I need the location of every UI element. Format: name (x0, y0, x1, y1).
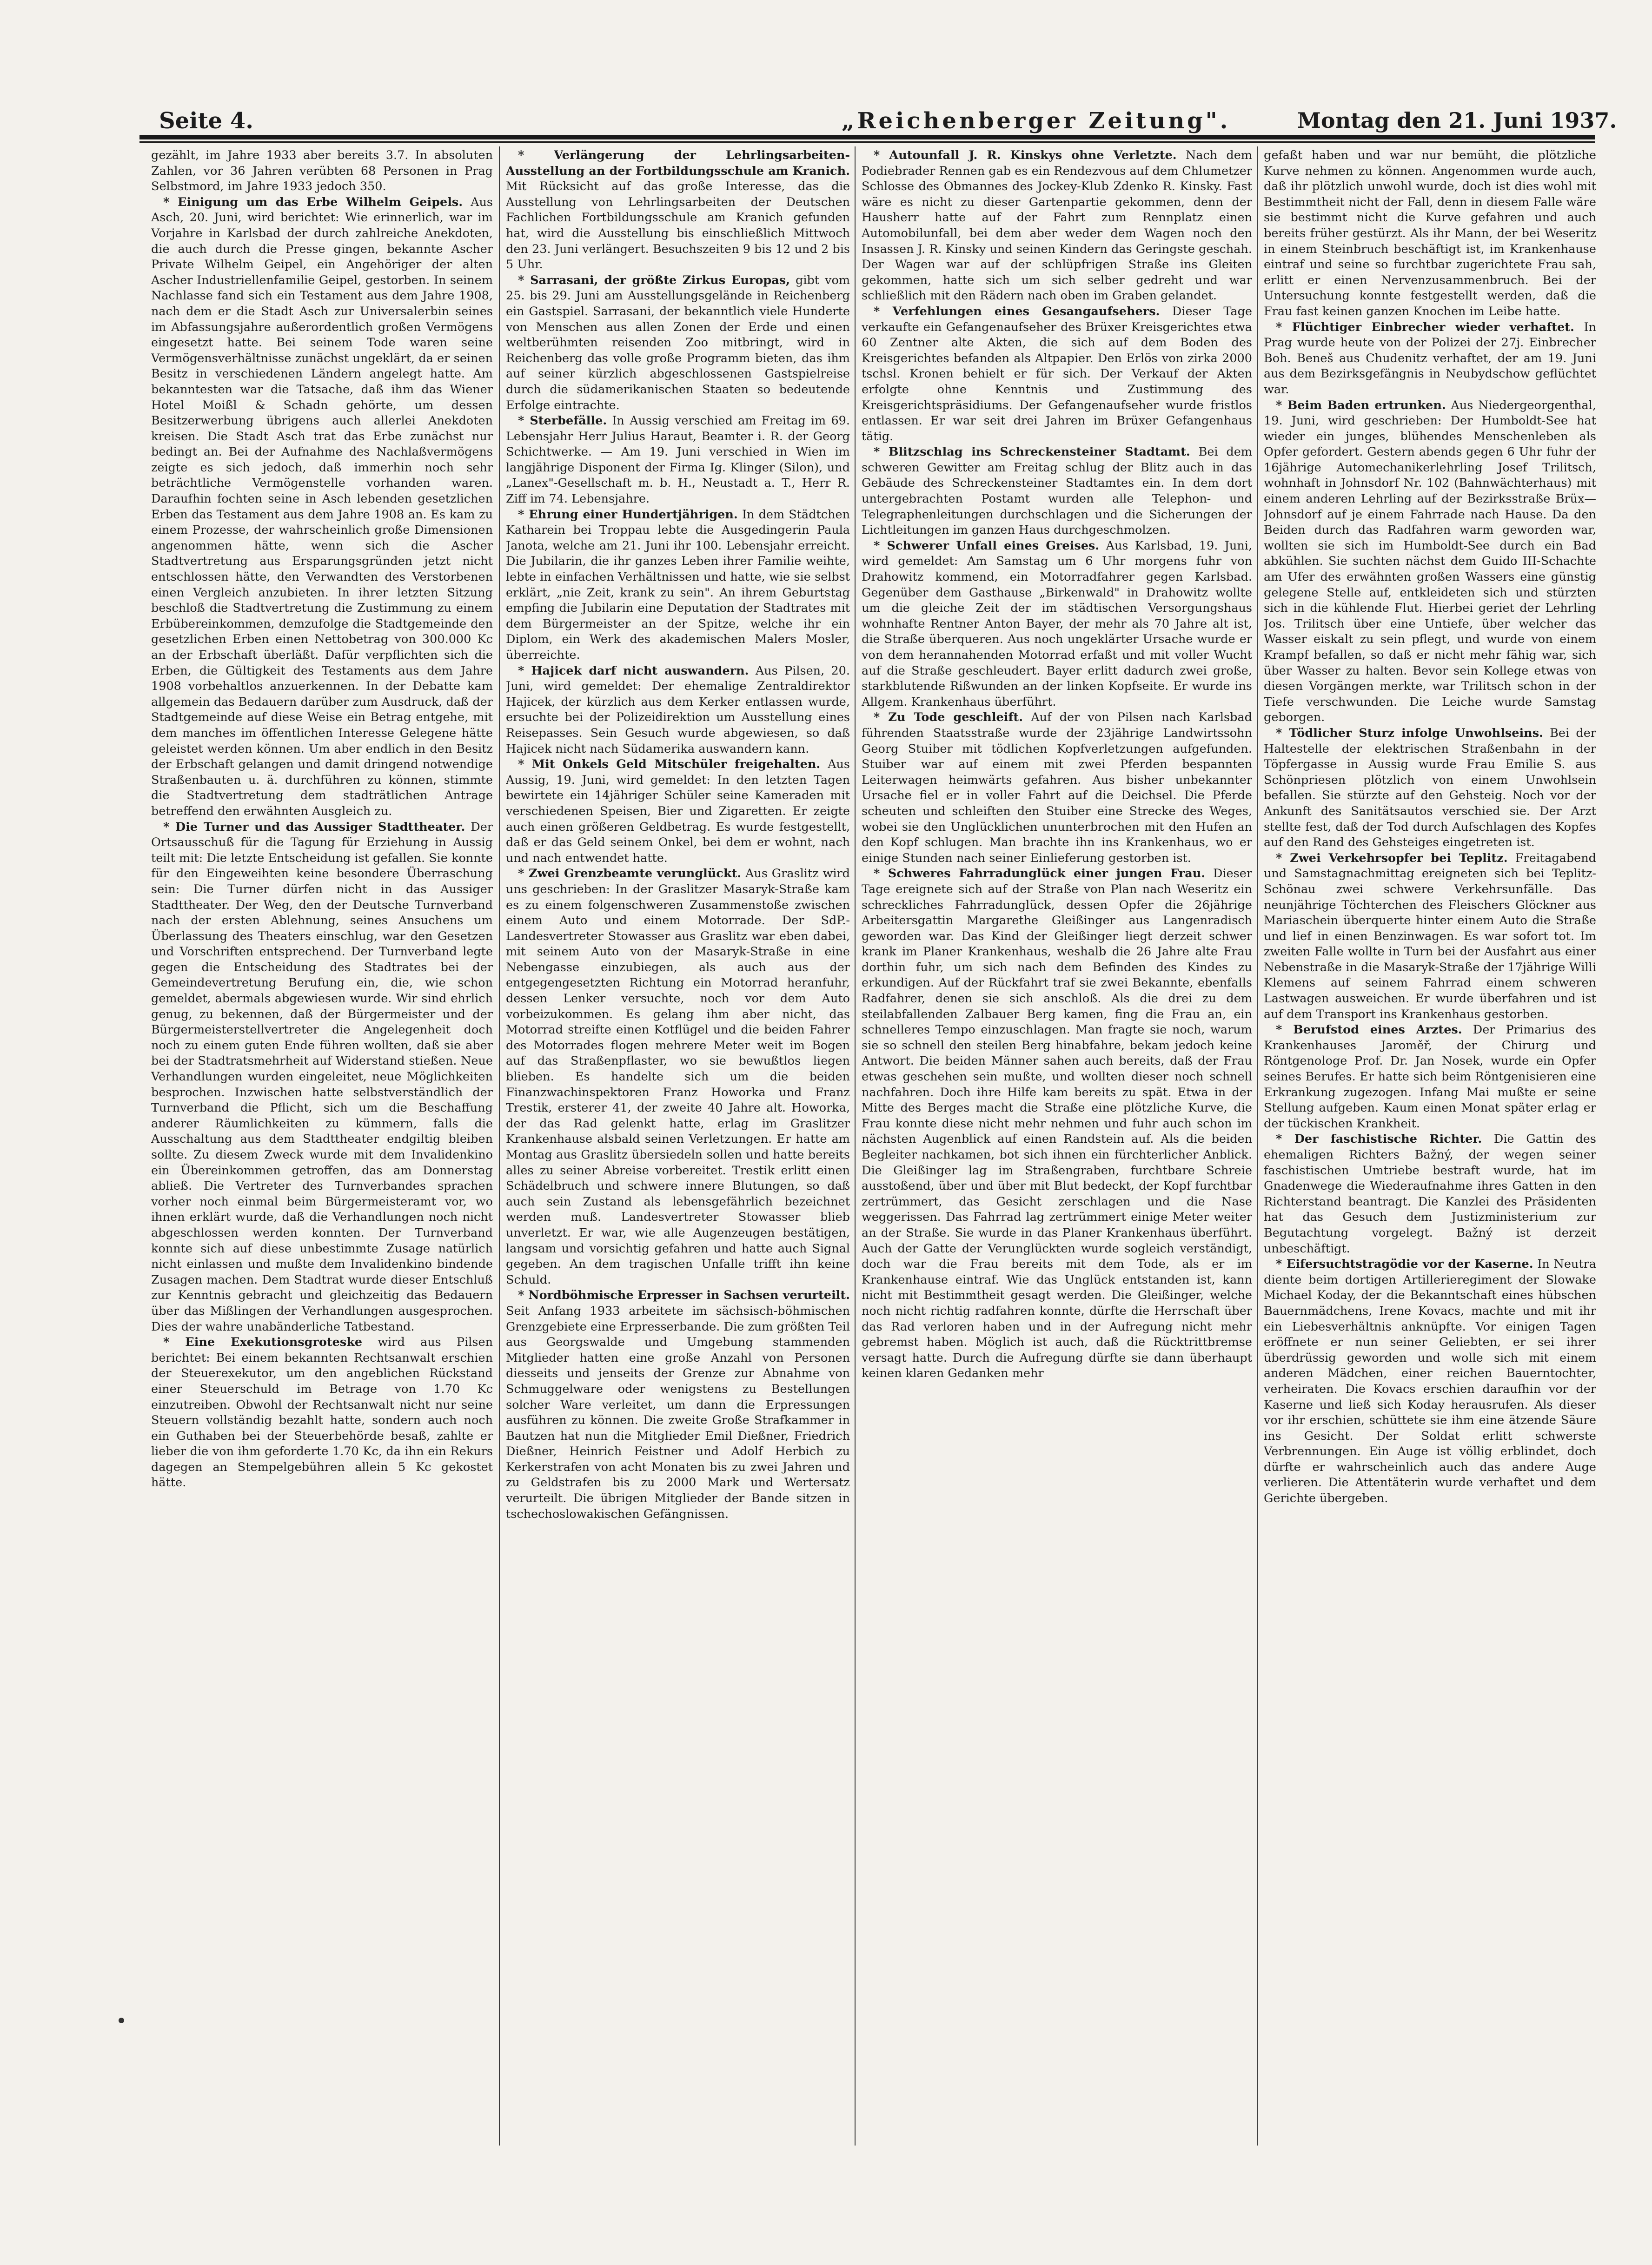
article-headline: * Eine Exekutionsgroteske (163, 1335, 363, 1350)
article-text: gefaßt haben und war nur bemüht, die plötzliche Kurve nehmen zu können. Angenommen wurde auch, daß ihr plötzlich unwohl wurde, doch ist dies wohl mit Bestimmtheit nicht der Fall, denn in diesem Falle wäre sie bestimmt nicht die Kurve gefahren und auch bereits früher gestürzt. Als ihr Mann, der bei Weseritz in einem Steinbruch beschäftigt ist, im Krankenhause eintraf und seine so furchtbar zugerichtete Frau sah, erlitt er einen Nervenzusammenbruch. Bei der Untersuchung konnte festgestellt werden, daß die Frau fast keinen ganzen Knochen im Leibe hatte. (1264, 148, 1596, 318)
column-divider (855, 146, 856, 2146)
article-text: Bei dem schweren Gewitter am Freitag schlug der Blitz auch in das Gebäude des Schreckensteiner Stadtamtes ein. In dem dort untergebrachten Postamt wurden alle Telephon- und Telegraphenleitungen durchschlagen und die Sicherungen der Lichtleitungen im ganzen Haus durchgeschmolzen. (862, 445, 1252, 537)
article-headline: * Ehrung einer Hundertjährigen. (518, 507, 738, 522)
column-divider (1257, 146, 1258, 2146)
article-paragraph (1264, 148, 1596, 320)
article-text: Aus Aussig, 19. Juni, wird gemeldet: In den letzten Tagen bewirtete ein 14jähriger Schüler seine Kameraden mit verschiedenen Speisen, Bier und Zigaretten. Er zeigte auch einen größeren Geldbetrag. Es wurde festgestellt, daß er das Geld seinem Onkel, bei dem er wohnt, nach und nach entwendet hatte. (506, 757, 850, 865)
article-paragraph (151, 1335, 493, 1491)
article-headline: * Schweres Fahrradunglück einer jungen Frau. (874, 867, 1206, 881)
article-paragraph (862, 538, 1252, 710)
article-headline: * Beim Baden ertrunken. (1276, 398, 1446, 412)
article-paragraph (151, 820, 493, 1335)
article-paragraph (862, 148, 1252, 304)
article-text: Aus Pilsen, 20. Juni, wird gemeldet: Der ehemalige Zentraldirektor Hajicek, der kürzlich aus dem Kerker entlassen wurde, ersuchte bei der Polizeidirektion um Ausstellung eines Reisepasses. Sein Gesuch wurde abgewiesen, so daß Hajicek nicht nach Südamerika auswandern kann. (506, 663, 850, 756)
margin-dot (119, 2018, 124, 2023)
article-paragraph (862, 304, 1252, 444)
article-headline: * Verlängerung der Lehrlingsarbeiten-Ausstellung an der Fortbildungsschule am Kranich. (506, 148, 850, 178)
article-text: Auf der von Pilsen nach Karlsbad führenden Staatsstraße wurde der 23jährige Landwirtssohn Georg Stuiber mit tödlichen Kopfverletzungen aufgefunden. Stuiber war auf einem mit zwei Pferden bespannten Leiterwagen heimwärts gefahren. Aus bisher unbekannter Ursache fiel er in voller Fahrt auf die Deichsel. Die Pferde scheuten und schleiften den Stuiber eine Strecke des Weges, wobei sie den Unglücklichen ununterbrochen mit den Hufen an den Kopf schlugen. Man brachte ihn ins Krankenhaus, wo er einige Stunden nach seiner Einlieferung gestorben ist. (862, 710, 1252, 865)
column-divider (499, 146, 500, 2146)
article-text: Dieser Tage verkaufte ein Gefangenaufseher des Brüxer Kreisgerichtes etwa 60 Zentner alte Akten, die sich auf dem Boden des Kreisgerichtes befanden als Altpapier. Den Erlös von zirka 2000 tschsl. Kronen behielt er für sich. Der Verkauf der Akten erfolgte ohne Kenntnis und Zustimmung des Kreisgerichtspräsidiums. Der Gefangenaufseher wurde fristlos entlassen. Er war seit drei Jahren im Brüxer Gefangenhaus tätig. (862, 304, 1252, 444)
article-paragraph (506, 413, 850, 507)
text-column-2 (506, 148, 850, 2156)
article-headline: * Zwei Grenzbeamte verunglückt. (518, 867, 742, 881)
article-paragraph (1264, 726, 1596, 851)
article-paragraph (151, 195, 493, 820)
article-headline: * Flüchtiger Einbrecher wieder verhaftet. (1276, 320, 1574, 334)
text-column-3 (862, 148, 1252, 2156)
article-headline: * Verfehlungen eines Gesangaufsehers. (874, 304, 1160, 318)
article-paragraph (862, 710, 1252, 866)
text-column-1 (151, 148, 493, 2156)
article-headline: * Zu Tode geschleift. (874, 710, 1023, 725)
article-text: wird aus Pilsen berichtet: Bei einem bekannten Rechtsanwalt erschien der Steuerexekutor, um den angeblichen Rückstand einer Steuerschuld im Betrage von 1.70 Kc einzutreiben. Obwohl der Rechtsanwalt nicht nur seine Steuern vollständig bezahlt hatte, sondern auch noch ein Guthaben bei der Steuerbehörde besaß, zahlte er lieber die von ihm geforderte 1.70 Kc, da ihn ein Rekurs dagegen an Stempelgebühren allein 5 Kc gekostet hätte. (151, 1335, 493, 1490)
article-headline: * Eifersuchtstragödie vor der Kaserne. (1276, 1257, 1533, 1272)
article-text: Der Primarius des Krankenhauses Jaroměř, der Chirurg und Röntgenologe Prof. Dr. Jan Nosek, wurde ein Opfer seines Berufes. Er hatte sich beim Röntgenisieren eine Erkrankung zugezogen. Infang Mai mußte er seine Stellung aufgeben. Kaum einen Monat später erlag er der tückischen Krankheit. (1264, 1023, 1596, 1131)
article-text: In Prag wurde heute von der Polizei der 27j. Einbrecher Boh. Beneš aus Chudenitz verhaftet, der am 19. Juni aus dem Bezirksgefängnis in Neubydschow geflüchtet war. (1264, 320, 1596, 397)
article-paragraph (1264, 398, 1596, 726)
article-text: Bei der Haltestelle der elektrischen Straßenbahn in der Töpfergasse in Aussig wurde Frau Emilie S. aus Schönpriesen plötzlich von einem Unwohlsein befallen. Sie stürzte auf den Gehsteig. Noch vor der Ankunft des Sanitätsautos verschied sie. Der Arzt stellte fest, daß der Tod durch Aufschlagen des Kopfes auf den Rand des Gehsteiges eingetreten ist. (1264, 726, 1596, 850)
article-paragraph (506, 507, 850, 663)
article-paragraph (506, 866, 850, 1288)
article-paragraph (862, 444, 1252, 538)
article-text: Der Ortsausschuß für die Tagung für Erziehung in Aussig teilt mit: Die letzte Entscheidung ist gefallen. Sie konnte für den Eingeweihten keine besondere Überraschung sein: Die Turner dürfen nicht in das Aussiger Stadttheater. Der Weg, den der Deutsche Turnverband nach der ersten Ablehnung, seines Ansuchens um Überlassung des Theaters einschlug, war den Gesetzen und Vorschriften entsprechend. Der Turnverband legte gegen die Entscheidung des Stadtrates bei der Gemeindevertretung Berufung ein, die, wie schon gemeldet, abermals abgewiesen wurde. Wir sind ehrlich genug, zu bekennen, daß der Bürgermeister und der Bürgermeisterstellvertreter die Angelegenheit doch noch zu einem guten Ende führen wollten, daß sie aber bei der Stadtratsmehrheit auf Widerstand stießen. Neue Verhandlungen wurden eingeleitet, neue Möglichkeiten besprochen. Inzwischen hatte selbstverständlich der Turnverband die Pflicht, sich um die Beschaffung anderer Räumlichkeiten zu kümmern, falls die Ausschaltung aus dem Stadttheater endgiltig bleiben sollte. Zu diesem Zweck wurde mit dem Invalidenkino ein Übereinkommen getroffen, das am Donnerstag abließ. Die Vertreter des Turnverbandes sprachen vorher noch einmal beim Bürgermeisteramt vor, wo ihnen erklärt wurde, daß die Verhandlungen noch nicht abgeschlossen werden konnten. Der Turnverband konnte sich auf diese unbestimmte Zusage natürlich nicht einlassen und mußte dem Invalidenkino bindende Zusagen machen. Dem Stadtrat wurde dieser Entschluß zur Kenntnis gebracht und gleichzeitig das Bedauern über das Mißlingen der Verhandlungen ausgesprochen. Dies der wahre unabänderliche Tatbestand. (151, 820, 493, 1334)
article-text: Dieser Tage ereignete sich auf der Straße von Plan nach Weseritz ein schreckliches Fahrradunglück, dessen Opfer die 26jährige Arbeitersgattin Margarethe Gleißinger aus Langenradisch geworden war. Das Kind der Gleißinger liegt derzeit schwer krank im Planer Krankenhaus, weshalb die 26 Jahre alte Frau dorthin fuhr, um sich nach dem Befinden des Kindes zu erkundigen. Auf der Rückfahrt traf sie zwei Bekannte, ebenfalls Radfahrer, denen sie sich anschloß. Als die drei zu dem steilabfallenden Zalbauer Berg kamen, fing die Frau an, ein schnelleres Tempo einzuschlagen. Man fragte sie noch, warum sie so schnell den steilen Berg hinabfahre, bekam jedoch keine Antwort. Die beiden Männer sahen auch bereits, daß der Frau etwas geschehen sein mußte, und wollten dieser noch schnell nachfahren. Doch ihre Hilfe kam bereits zu spät. Etwa in der Mitte des Berges macht die Straße eine plötzliche Kurve, die Frau konnte diese nicht mehr nehmen und fuhr auch schon im nächsten Augenblick auf einen Randstein auf. Als die beiden Begleiter nachkamen, bot sich ihnen ein fürchterlicher Anblick. Die Gleißinger lag im Straßengraben, furchtbare Schreie ausstoßend, über und über mit Blut bedeckt, der Kopf furchtbar zertrümmert, das Gesicht zerschlagen und die Nase weggerissen. Das Fahrrad lag zertrümmert einige Meter weiter an der Straße. Sie wurde in das Planer Krankenhaus überführt. Auch der Gatte der Verunglückten wurde sogleich verständigt, doch war die Frau bereits mit dem Tode, als er im Krankenhause eintraf. Wie das Unglück entstanden ist, kann nicht mit Bestimmtheit gesagt werden. Die Gleißinger, welche noch nicht richtig radfahren konnte, dürfte die Herrschaft über das Rad verloren haben und in der Aufregung nicht mehr gebremst haben. Möglich ist auch, daß die Rücktrittbremse versagt hatte. Durch die Aufregung dürfte sie dann überhaupt keinen klaren Gedanken mehr (862, 867, 1252, 1381)
article-text: Aus Niedergeorgenthal, 19. Juni, wird geschrieben: Der Humboldt-See hat wieder ein junges, blühendes Menschenleben als Opfer gefordert. Gestern abends gegen 6 Uhr fuhr der 16jährige Automechanikerlehrling Josef Trilitsch, wohnhaft in Johnsdorf Nr. 102 (Bahnwächterhaus) mit einem anderen Lehrling auf der Bezirksstraße Brüx—Johnsdorf auf je einem Fahrrade nach Hause. Da den Beiden durch das Radfahren warm geworden war, wollten sie sich im Humboldt-See durch ein Bad abkühlen. Sie suchten nächst dem Guido III-Schachte am Ufer des erwähnten großen Wassers eine günstig gelegene Stelle auf, entkleideten sich und stürzten sich in die kühlende Flut. Hierbei geriet der Lehrling Jos. Trilitsch über eine Untiefe, über welcher das Wasser eiskalt zu sein pflegt, und wurde von einem Krampf befallen, so daß er nicht mehr fähig war, sich über Wasser zu halten. Bevor sein Kollege etwas von diesen Vorgängen merkte, war Trilitsch schon in der Tiefe verschwunden. Die Leiche wurde Samstag geborgen. (1264, 398, 1596, 725)
article-paragraph (506, 148, 850, 273)
article-headline: * Schwerer Unfall eines Greises. (874, 538, 1100, 553)
article-paragraph (862, 866, 1252, 1382)
article-headline: * Autounfall J. R. Kinskys ohne Verletzte. (874, 148, 1177, 162)
article-paragraph (506, 757, 850, 866)
article-text: Nach dem Podiebrader Rennen gab es ein Rendezvous auf dem Chlumetzer Schlosse des Obmannes des Jockey-Klub Zdenko R. Kinsky. Fast wäre es nicht zu dieser Gartenpartie gekommen, denn der Hausherr hatte auf der Fahrt zum Rennplatz einen Automobilunfall, bei dem aber weder dem Wagen noch den Insassen J. R. Kinsky und seinen Kindern das Geringste geschah. Der Wagen war auf der schlüpfrigen Straße ins Gleiten gekommen, hatte sich um sich selber gedreht und war schließlich mit den Rädern nach oben im Graben gelandet. (862, 148, 1252, 303)
article-headline: * Blitzschlag ins Schreckensteiner Stadtamt. (874, 445, 1190, 459)
article-headline: * Tödlicher Sturz infolge Unwohlseins. (1276, 726, 1543, 740)
article-text: Aus Karlsbad, 19. Juni, wird gemeldet: Am Samstag um 6 Uhr morgens fuhr von Drahowitz kommend, ein Motorradfahrer gegen Karlsbad. Gegenüber dem Gasthause „Birkenwald" in Drahowitz wollte um die gleiche Zeit der im städtischen Versorgungshaus wohnhafte Rentner Anton Bayer, der mehr als 70 Jahre alt ist, die Straße überqueren. Aus noch ungeklärter Ursache wurde er von dem herannahenden Motorrad erfaßt und mit voller Wucht auf die Straße geschleudert. Bayer erlitt dadurch zwei große, starkblutende Rißwunden an der linken Kopfseite. Er wurde ins Allgem. Krankenhaus überführt. (862, 538, 1252, 709)
article-headline: * Mit Onkels Geld Mitschüler freigehalten. (518, 757, 821, 772)
article-headline: * Sterbefälle. (518, 414, 607, 428)
article-text: Mit Rücksicht auf das große Interesse, das die Ausstellung von Lehrlingsarbeiten der Deutschen Fachlichen Fortbildungsschule am Kranich gefunden hat, wird die Ausstellung bis einschließlich Mittwoch den 23. Juni verlängert. Besuchszeiten 9 bis 12 und 2 bis 5 Uhr. (506, 179, 850, 272)
article-text: gibt vom 25. bis 29. Juni am Ausstellungsgelände in Reichenberg ein Gastspiel. Sarrasani, der bekanntlich viele Hunderte von Menschen aus allen Zonen der Erde und einen weltberühmten reisenden Zoo mitbringt, wird in Reichenberg das volle große Programm bieten, das ihm auf seiner kürzlich abgeschlossenen Gastspielreise durch die südamerikanischen Staaten so bedeutende Erfolge eintrachte. (506, 273, 850, 412)
text-column-4 (1264, 148, 1596, 2156)
article-paragraph (506, 663, 850, 757)
header-rule-thin (139, 141, 1595, 143)
article-headline: * Die Turner und das Aussiger Stadttheater. (163, 820, 465, 834)
article-headline: * Sarrasani, der größte Zirkus Europas, (518, 273, 790, 287)
article-headline: * Nordböhmische Erpresser in Sachsen verurteilt. (518, 1288, 850, 1303)
article-paragraph (1264, 851, 1596, 1023)
article-headline: * Berufstod eines Arztes. (1276, 1023, 1462, 1037)
article-text: Aus Asch, 20. Juni, wird berichtet: Wie erinnerlich, war im Vorjahre in Karlsbad der durch zahlreiche Anekdoten, die auch durch die Presse gingen, bekannte Ascher Private Wilhelm Geipel, ein Angehöriger der alten Ascher Industriellenfamilie Geipel, gestorben. In seinem Nachlasse fand sich ein Testament aus dem Jahre 1908, nach dem er die Stadt Asch zur Universalerbin seines im Abfassungsjahre außerordentlich großen Vermögens eingesetzt hatte. Bei seinem Tode waren seine Vermögensverhältnisse zunächst ungeklärt, da er seinen Besitz in verschiedenen Ländern angelegt hatte. Am bekanntesten war die Tatsache, daß ihm das Wiener Hotel Moißl & Schadn gehörte, um dessen Besitzerwerbung übrigens auch allerlei Anekdoten kreisen. Die Stadt Asch trat das Erbe zunächst nur bedingt an. Bei der Aufnahme des Nachlaßvermögens zeigte es sich jedoch, daß immerhin noch sehr beträchtliche Vermögenstelle vorhanden waren. Daraufhin fochten seine in Asch lebenden gesetzlichen Erben das Testament aus dem Jahre 1908 an. Es kam zu einem Prozesse, der wahrscheinlich große Dimensionen angenommen hätte, wenn sich die Ascher Stadtvertretung aus Ersparungsgründen jetzt nicht entschlossen hätte, den Verwandten des Verstorbenen einen Vergleich anzubieten. In ihrer letzten Sitzung beschloß die Stadtvertretung die Zustimmung zu einem Erbübereinkommen, demzufolge die Stadtgemeinde den gesetzlichen Erben einen Nettobetrag von 300.000 Kc an der Erbschaft überläßt. Dafür verpflichten sich die Erben, die Gültigkeit des Testaments aus dem Jahre 1908 vorbehaltlos anzuerkennen. In der Debatte kam allgemein das Bedauern darüber zum Ausdruck, daß der Stadtgemeinde auf diese Weise ein Betrag entgehe, mit dem manches im öffentlichen Interesse Gelegene hätte geleistet werden können. Um aber endlich in den Besitz der Erbschaft gelangen und damit dringend notwendige Straßenbauten u. ä. durchführen zu können, stimmte die Stadtvertretung dem stadträtlichen Antrage betreffend den erwähnten Ausgleich zu. (151, 195, 493, 818)
header-rule (139, 135, 1595, 139)
page-number: Seite 4. (159, 108, 253, 134)
newspaper-title: „Reichenberger Zeitung". (842, 108, 1231, 134)
article-paragraph (1264, 1132, 1596, 1257)
article-text: In Neutra diente beim dortigen Artillerieregiment der Slowake Michael Koday, der die Bekanntschaft eines hübschen Bauernmädchens, Irene Kovacs, machte und mit ihr ein Liebesverhältnis anknüpfte. Vor einigen Tagen eröffnete er nun seiner Geliebten, er sei ihrer überdrüssig geworden und wolle sich mit einem anderen Mädchen, einer reichen Bauerntochter, verheiraten. Die Kovacs erschien daraufhin vor der Kaserne und ließ sich Koday herausrufen. Als dieser vor ihr erschien, schüttete sie ihm eine ätzende Säure ins Gesicht. Der Soldat erlitt schwerste Verbrennungen. Ein Auge ist völlig erblindet, doch dürfte er wahrscheinlich auch das andere Auge verlieren. Die Attentäterin wurde verhaftet und dem Gerichte übergeben. (1264, 1257, 1596, 1506)
article-text: Freitagabend und Samstagnachmittag ereigneten sich bei Teplitz-Schönau zwei schwere Verkehrsunfälle. Das neunjährige Töchterchen des Fleischers Glöckner aus Mariaschein überquerte hinter einem Auto die Straße und lief in einen Benzinwagen. Es war sofort tot. Im zweiten Falle wollte in Turn bei der Ausfahrt aus einer Nebenstraße in die Masaryk-Straße der 17jährige Willi Klemens auf seinem Fahrrad einem schweren Lastwagen ausweichen. Er wurde überfahren und ist auf dem Transport ins Krankenhaus gestorben. (1264, 851, 1596, 1021)
article-text: Die Gattin des ehemaligen Richters Bažný, der wegen seiner faschistischen Umtriebe bestraft wurde, hat im Gnadenwege die Wiederaufnahme ihres Gatten in den Richterstand beantragt. Die Kanzlei des Präsidenten hat das Gesuch dem Justizministerium zur Begutachtung vorgelegt. Bažný ist derzeit unbeschäftigt. (1264, 1132, 1596, 1256)
article-headline: * Zwei Verkehrsopfer bei Teplitz. (1276, 851, 1508, 865)
article-text: In Aussig verschied am Freitag im 69. Lebensjahr Herr Julius Haraut, Beamter i. R. der Georg Schichtwerke. — Am 19. Juni verschied in Wien im langjährige Disponent der Firma Ig. Klinger (Silon), und „Lanex"-Gesellschaft m. b. H., Neustadt a. T., Herr R. Ziff im 74. Lebensjahre. (506, 414, 850, 506)
page-header (153, 108, 1617, 136)
article-headline: * Einigung um das Erbe Wilhelm Geipels. (163, 195, 463, 209)
article-paragraph (506, 273, 850, 413)
article-paragraph (506, 1288, 850, 1522)
article-text: Aus Graslitz wird uns geschrieben: In der Graslitzer Masaryk-Straße kam es zu einem folgenschweren Zusammenstoße zwischen einem Auto und einem Motorrade. Der SdP.-Landesvertreter Stowasser aus Graslitz war eben dabei, mit seinem Auto von der Masaryk-Straße in eine Nebengasse einzubiegen, als auch aus der entgegengesetzten Richtung ein Motorrad heranfuhr, dessen Lenker versuchte, noch vor dem Auto vorbeizukommen. Es gelang ihm aber nicht, das Motorrad streifte einen Kotflügel und die beiden Fahrer des Motorrades flogen mehrere Meter weit im Bogen auf das Straßenpflaster, wo sie bewußtlos liegen blieben. Es handelte sich um die beiden Finanzwachinspektoren Franz Howorka und Franz Trestik, ersterer 41, der zweite 40 Jahre alt. Howorka, der das Rad gelenkt hatte, erlag im Graslitzer Krankenhause alsbald seinen Verletzungen. Er hatte am Montag aus Graslitz übersiedeln sollen und hatte bereits alles zu seiner Abreise vorbereitet. Trestik erlitt einen Schädelbruch und schwere innere Blutungen, so daß auch sein Zustand als lebensgefährlich bezeichnet werden muß. Landesvertreter Stowasser blieb unverletzt. Er war, wie alle Augenzeugen bestätigen, langsam und vorsichtig gefahren und hatte auch Signal gegeben. An dem tragischen Unfalle trifft ihn keine Schuld. (506, 867, 850, 1287)
article-paragraph (1264, 1257, 1596, 1507)
article-text: In dem Städtchen Katharein bei Troppau lebte die Ausgedingerin Paula Janota, welche am 21. Juni ihr 100. Lebensjahr erreicht. Die Jubilarin, die ihr ganzes Leben ihrer Familie weihte, lebte in einfachen Verhältnissen und hatte, wie sie selbst erklärt, „nie Zeit, krank zu sein". An ihrem Geburtstag empfing die Jubilarin eine Deputation der Stadtrates mit dem Bürgermeister an der Spitze, welche ihr ein Diplom, ein Werk des akademischen Malers Mosler, überreichte. (506, 507, 850, 662)
issue-date: Montag den 21. Juni 1937. (1297, 108, 1617, 133)
article-text: Seit Anfang 1933 arbeitete im sächsisch-böhmischen Grenzgebiete eine Erpresserbande. Die zum größten Teil aus Georgswalde und Umgebung stammenden Mitglieder hatten eine große Anzahl von Personen diesseits und jenseits der Grenze zur Abnahme von Schmuggelware oder wenigstens zu Bestellungen solcher Ware verleitet, um dann die Erpressungen ausführen zu können. Die zweite Große Strafkammer in Bautzen hat nun die Mitglieder Emil Dießner, Friedrich Dießner, Heinrich Feistner und Adolf Herbich zu Kerkerstrafen von acht Monaten bis zu zwei Jahren und zu Geldstrafen bis zu 2000 Mark und Wertersatz verurteilt. Die übrigen Mitglieder der Bande sitzen in tschechoslowakischen Gefängnissen. (506, 1304, 850, 1521)
article-headline: * Der faschistische Richter. (1276, 1132, 1482, 1146)
article-headline: * Hajicek darf nicht auswandern. (518, 663, 749, 678)
article-paragraph (1264, 1022, 1596, 1132)
article-paragraph (151, 148, 493, 195)
article-text: gezählt, im Jahre 1933 aber bereits 3.7. In absoluten Zahlen, vor 36 Jahren verübten 68 Personen in Prag Selbstmord, im Jahre 1933 jedoch 350. (151, 148, 493, 194)
article-paragraph (1264, 320, 1596, 398)
